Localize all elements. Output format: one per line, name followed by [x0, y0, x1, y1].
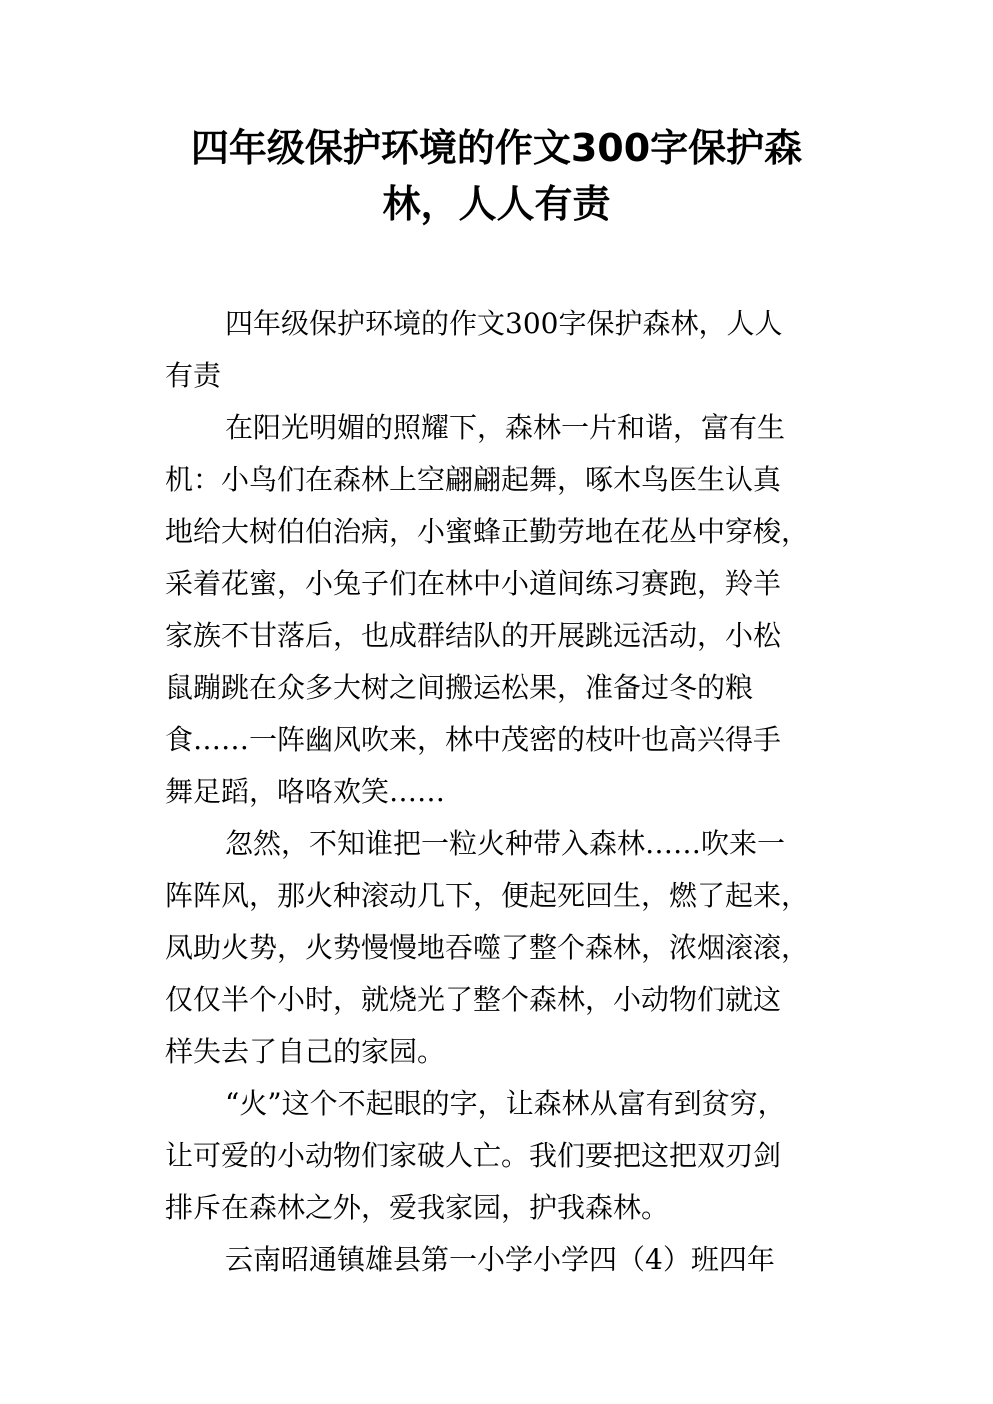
text-line: 舞足蹈，咯咯欢笑…… [165, 775, 446, 808]
text-line: 样失去了自己的家园。 [165, 1035, 446, 1068]
text-line: 采着花蜜，小兔子们在林中小道间练习赛跑，羚羊 [165, 567, 782, 600]
text-line: 食……一阵幽风吹来，林中茂密的枝叶也高兴得手 [165, 723, 782, 756]
text-line: 家族不甘落后，也成群结队的开展跳远活动，小松 [165, 619, 782, 652]
text-line: 让可爱的小动物们家破人亡。我们要把这把双刃剑 [165, 1139, 782, 1172]
paragraph-fire [165, 818, 843, 1078]
text-line: 鼠蹦跳在众多大树之间搬运松果，准备过冬的粮 [165, 671, 754, 704]
text-line: 凤助火势，火势慢慢地吞噬了整个森林，浓烟滚滚， [165, 931, 810, 964]
paragraph-forest-scene [165, 402, 843, 818]
text-line: 机：小鸟们在森林上空翩翩起舞，啄木鸟医生认真 [165, 463, 782, 496]
text-line: 排斥在森林之外，爱我家园，护我森林。 [165, 1191, 670, 1224]
text-line: 有责 [165, 359, 222, 392]
text-line: 地给大树伯伯治病，小蜜蜂正勤劳地在花丛中穿梭， [165, 515, 810, 548]
title-line: 林，人人有责 [382, 182, 611, 226]
text-line: 仅仅半个小时，就烧光了整个森林，小动物们就这 [165, 983, 782, 1016]
text-line: 阵阵风，那火种滚动几下，便起死回生，燃了起来， [165, 879, 810, 912]
title-line: 四年级保护环境的作文300字保护森 [190, 126, 803, 170]
document-body [165, 298, 843, 1286]
paragraph-heading-repeat [165, 298, 843, 402]
paragraph-author [165, 1234, 843, 1286]
document-title [150, 120, 843, 232]
paragraph-conclusion [165, 1078, 843, 1234]
text-line: 云南昭通镇雄县第一小学小学四（4）班四年 [225, 1243, 775, 1276]
text-line: “火”这个不起眼的字，让森林从富有到贫穷， [225, 1087, 786, 1120]
text-line: 在阳光明媚的照耀下，森林一片和谐，富有生 [225, 411, 786, 444]
text-line: 四年级保护环境的作文300字保护森林，人人 [225, 307, 783, 340]
text-line: 忽然，不知谁把一粒火种带入森林……吹来一 [225, 827, 786, 860]
